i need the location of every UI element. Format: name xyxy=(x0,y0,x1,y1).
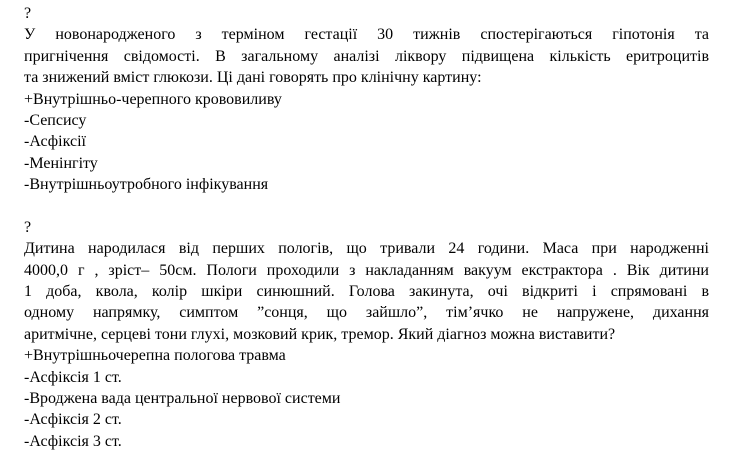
question-marker: ? xyxy=(24,5,32,22)
answer-option: -Асфіксія 3 ст. xyxy=(24,432,122,450)
question-text-line: 4000,0 г , зріст– 50см. Пологи проходили з накладанням вакуум екстрактора . Вік дитини xyxy=(24,261,709,279)
answer-option: -Асфіксії xyxy=(24,133,86,151)
question-text-line: У новонародженого з терміном гестації 30 тижнів спостерігаються гіпотонія та xyxy=(24,26,709,44)
question-text-line: одному напрямку, симптом ”сонця, що зайшло”, тім’ячко не напружене, дихання xyxy=(24,304,709,322)
answer-option: -Менінгіту xyxy=(24,154,98,172)
paragraph-gap xyxy=(24,196,709,217)
question-text-line: пригнічення свідомості. В загальному аналізі ліквору підвищена кількість еритроцитів xyxy=(24,47,709,65)
answer-option: +Внутрішньочерепна пологова травма xyxy=(24,347,286,365)
answer-option: -Внутрішньоутробного інфікування xyxy=(24,176,269,194)
question-marker: ? xyxy=(24,218,32,236)
question-block-2 xyxy=(24,217,709,452)
document-page xyxy=(24,3,709,452)
answer-option: -Асфіксія 1 ст. xyxy=(24,368,122,386)
answer-option: +Внутрішньо-черепного крововиливу xyxy=(24,90,282,108)
answer-option: -Сепсису xyxy=(24,111,87,129)
question-text-line: 1 доба, квола, колір шкіри синюшний. Голова закинута, очі відкриті і спрямовані в xyxy=(24,283,709,301)
question-text-line: та знижений вміст глюкози. Ці дані говорять про клінічну картину: xyxy=(24,69,482,87)
question-text-line: Дитина народилася від перших пологів, що тривали 24 години. Маса при народженні xyxy=(24,240,709,258)
question-text-line: аритмічне, серцеві тони глухі, мозковий крик, тремор. Який діагноз можна виставити? xyxy=(24,325,616,343)
answer-option: -Вроджена вада центральної нервової системи xyxy=(24,390,341,408)
question-block-1 xyxy=(24,3,709,196)
answer-option: -Асфіксія 2 ст. xyxy=(24,411,122,429)
